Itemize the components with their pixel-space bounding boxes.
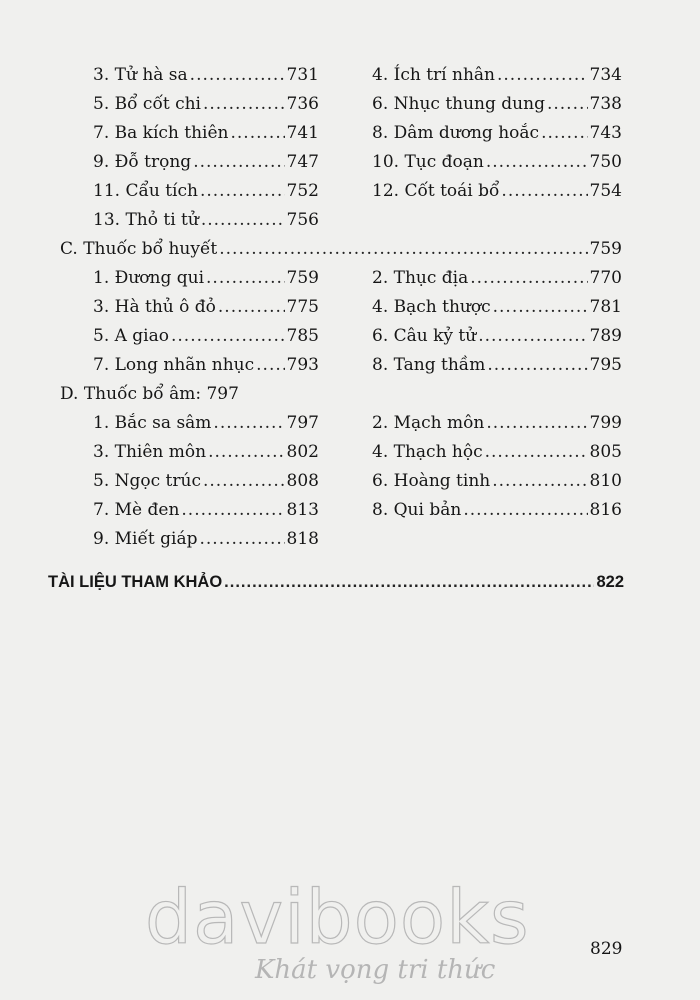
toc-entry-page: 785: [286, 326, 319, 346]
toc-entry[interactable]: [93, 209, 319, 231]
toc-entry-label: 8. Qui bản: [372, 500, 462, 520]
toc-entry-label: 1. Đương qui: [93, 268, 205, 288]
leader-dots: [193, 151, 284, 173]
toc-entry-label: 4. Bạch thược: [372, 297, 491, 317]
leader-dots: [208, 441, 284, 463]
leader-dots: [206, 267, 285, 289]
toc-entry-page: 795: [589, 355, 622, 375]
toc-entry[interactable]: [372, 267, 622, 289]
toc-entry[interactable]: [372, 64, 622, 86]
toc-entry[interactable]: [372, 122, 622, 144]
toc-entry-label: 5. Bổ cốt chi: [93, 94, 201, 114]
toc-entry[interactable]: [93, 470, 319, 492]
toc-entry[interactable]: [93, 325, 319, 347]
toc-entry-label: 6. Câu kỷ tử: [372, 326, 477, 346]
toc-entry-label: 3. Hà thủ ô đỏ: [93, 297, 216, 317]
toc-entry[interactable]: [372, 93, 622, 115]
toc-entry-label: 10. Tục đoạn: [372, 152, 484, 172]
toc-entry-label: 5. A giao: [93, 326, 169, 346]
leader-dots: [463, 499, 587, 521]
toc-entry-label: 9. Đỗ trọng: [93, 152, 192, 172]
toc-entry-page: 813: [286, 500, 319, 520]
toc-entry-page: 741: [286, 123, 319, 143]
leader-dots: [497, 64, 588, 86]
toc-entry-page: 752: [286, 181, 319, 201]
toc-entry-page: 738: [589, 94, 622, 114]
leader-dots: [213, 412, 284, 434]
leader-dots: [200, 180, 285, 202]
toc-entry-label: 7. Long nhãn nhục: [93, 355, 255, 375]
section-page: 759: [589, 239, 622, 259]
toc-entry[interactable]: [372, 325, 622, 347]
toc-entry-page: 816: [589, 500, 622, 520]
leader-dots: [470, 267, 587, 289]
toc-entry-page: 810: [589, 471, 622, 491]
leader-dots: [218, 296, 285, 318]
leader-dots: [487, 354, 587, 376]
section-heading[interactable]: [60, 383, 622, 405]
toc-entry[interactable]: [372, 354, 622, 376]
leader-dots: [181, 499, 284, 521]
toc-entry-label: 6. Nhục thung dung: [372, 94, 545, 114]
toc-entry-page: 799: [589, 413, 622, 433]
references-entry[interactable]: [48, 573, 624, 592]
toc-entry[interactable]: [93, 93, 319, 115]
toc-entry[interactable]: [372, 180, 622, 202]
toc-entry-page: 736: [286, 94, 319, 114]
toc-entry-page: 756: [286, 210, 319, 230]
toc-entry[interactable]: [93, 499, 319, 521]
toc-entry[interactable]: [93, 296, 319, 318]
toc-entry-label: 2. Mạch môn: [372, 413, 485, 433]
toc-entry-label: 6. Hoàng tinh: [372, 471, 491, 491]
toc-entry[interactable]: [372, 151, 622, 173]
toc-entry-label: 3. Thiên môn: [93, 442, 207, 462]
leader-dots: [219, 238, 587, 260]
toc-entry[interactable]: [93, 151, 319, 173]
toc-entry-label: 5. Ngọc trúc: [93, 471, 201, 491]
leader-dots: [201, 209, 285, 231]
toc-entry-label: 7. Ba kích thiên: [93, 123, 229, 143]
toc-entry-page: 759: [286, 268, 319, 288]
leader-dots: [478, 325, 587, 347]
leader-dots: [492, 470, 587, 492]
toc-entry[interactable]: [372, 412, 622, 434]
leader-dots: [493, 296, 588, 318]
leader-dots: [485, 441, 588, 463]
toc-entry[interactable]: [372, 441, 622, 463]
toc-entry-page: 734: [589, 65, 622, 85]
leader-dots: [486, 412, 587, 434]
toc-entry-page: 775: [286, 297, 319, 317]
leader-dots: [501, 180, 587, 202]
toc-entry-page: 754: [589, 181, 622, 201]
toc-entry-page: 770: [589, 268, 622, 288]
toc-entry[interactable]: [93, 180, 319, 202]
leader-dots: [190, 64, 285, 86]
toc-entry[interactable]: [93, 441, 319, 463]
toc-entry-label: 3. Tử hà sa: [93, 65, 188, 85]
toc-entry[interactable]: [93, 412, 319, 434]
toc-entry[interactable]: [93, 354, 319, 376]
davibooks-watermark: davibooks: [145, 875, 530, 961]
toc-entry[interactable]: [93, 528, 319, 550]
page-number: 829: [590, 939, 623, 959]
leader-dots: [541, 122, 587, 144]
toc-entry[interactable]: [93, 122, 319, 144]
toc-entry-page: 743: [589, 123, 622, 143]
toc-entry-page: 802: [286, 442, 319, 462]
toc-entry-label: 2. Thục địa: [372, 268, 469, 288]
leader-dots: [224, 573, 594, 592]
toc-entry[interactable]: [93, 267, 319, 289]
leader-dots: [171, 325, 285, 347]
slogan-watermark: Khát vọng tri thức: [255, 955, 496, 985]
toc-entry-label: 8. Tang thầm: [372, 355, 486, 375]
section-label: D. Thuốc bổ âm: 797: [60, 384, 239, 404]
toc-entry-page: 805: [589, 442, 622, 462]
toc-entry-page: 808: [286, 471, 319, 491]
toc-entry-label: 11. Cẩu tích: [93, 181, 198, 201]
toc-entry-label: 8. Dâm dương hoắc: [372, 123, 540, 143]
toc-entry-page: 789: [589, 326, 622, 346]
leader-dots: [256, 354, 284, 376]
toc-entry-page: 747: [286, 152, 319, 172]
section-heading[interactable]: [60, 238, 622, 260]
references-page: 822: [596, 573, 624, 591]
toc-entry-page: 731: [286, 65, 319, 85]
leader-dots: [486, 151, 588, 173]
toc-entry[interactable]: [93, 64, 319, 86]
toc-entry-label: 7. Mè đen: [93, 500, 180, 520]
toc-entry-page: 781: [589, 297, 622, 317]
toc-entry-page: 818: [286, 529, 319, 549]
leader-dots: [203, 470, 285, 492]
toc-entry[interactable]: [372, 296, 622, 318]
toc-entry-label: 13. Thỏ ti tử: [93, 210, 199, 230]
leader-dots: [203, 93, 285, 115]
section-label: C. Thuốc bổ huyết: [60, 239, 218, 259]
toc-entry-page: 793: [286, 355, 319, 375]
toc-entry[interactable]: [372, 470, 622, 492]
references-label: TÀI LIỆU THAM KHẢO: [48, 573, 223, 591]
leader-dots: [231, 122, 285, 144]
leader-dots: [200, 528, 285, 550]
toc-entry-page: 797: [286, 413, 319, 433]
toc-entry-label: 12. Cốt toái bổ: [372, 181, 500, 201]
toc-entry-label: 4. Thạch hộc: [372, 442, 483, 462]
toc-entry-label: 1. Bắc sa sâm: [93, 413, 212, 433]
toc-entry-label: 9. Miết giáp: [93, 529, 198, 549]
leader-dots: [547, 93, 588, 115]
toc-entry[interactable]: [372, 499, 622, 521]
toc-entry-page: 750: [589, 152, 622, 172]
toc-entry-label: 4. Ích trí nhân: [372, 65, 495, 85]
